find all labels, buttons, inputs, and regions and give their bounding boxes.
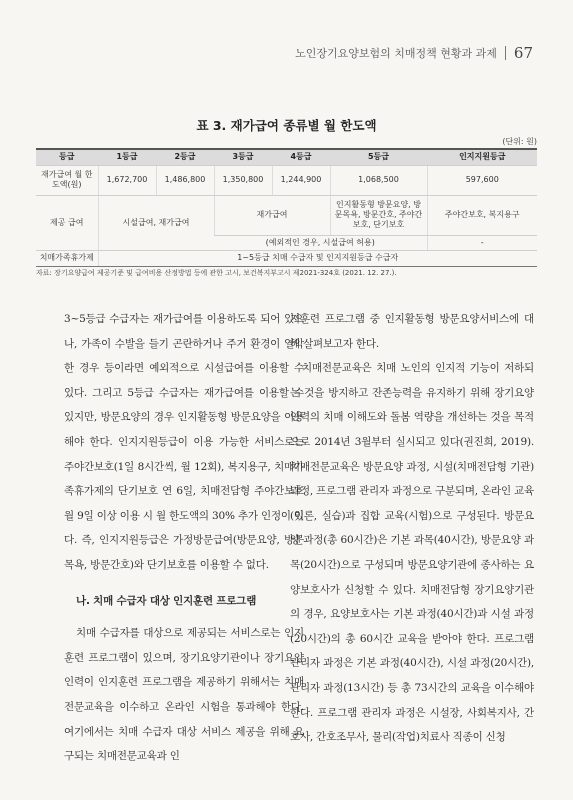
header-grade5: 5등급 [330,149,427,165]
amount-label: 재가급여 월 한도액(원) [36,165,98,195]
section-subheading: 나. 치매 수급자 대상 인지훈련 프로그램 [76,594,257,607]
left-paragraph-2: 치매 수급자를 대상으로 제공되는 서비스로는 인지훈련 프로그램이 있으며, 장기요양기관이나 장기요양 인력이 인지훈련 프로그램을 제공하기 위해서는 치매전문교육을 이수하고 온라인 시험을 통과해야 한다. 여기에서는 치매 수급자 대상 서비스 제공을 위해 요구되는 치매전문교육과 인 [64,627,304,763]
table-row-amount [36,165,537,195]
header-grade3: 3등급 [214,149,272,165]
table-row-respite [36,250,537,266]
service-grade12: 시설급여, 재가급여 [98,195,214,250]
service-cognitive-exception: - [427,235,537,250]
header-grade4: 4등급 [272,149,330,165]
service-cognitive: 주야간보호, 복지용구 [427,195,537,235]
running-header [295,44,533,62]
amount-cognitive: 597,600 [427,165,537,195]
right-paragraph-1: 지훈련 프로그램 중 인지활동형 방문요양서비스에 대해 살펴보고자 한다. [290,313,534,350]
benefit-limit-table [36,148,537,267]
header-cognitive: 인지지원등급 [427,149,537,165]
left-paragraph-1: 3~5등급 수급자는 재가급여를 이용하도록 되어 있으나, 가족이 수발을 들기 곤란하거나 주거 환경이 열악한 경우 등이라면 예외적으로 시설급여를 이용할 수 있다. 그리고 5등급 수급자는 재가급여를 이용할 수 있지만, 방문요양의 경우 인지활동형 방문요양을 이용해야 한다. 인지지원등급이 이용 가능한 서비스로는 주야간보호(1일 8시간씩, 월 12회), 복지용구, 치매가족휴가제의 단기보호 연 6일, 치매전담형 주야간보호 월 9일 이상 이용 시 월 한도액의 30% 추가 인정이 있다. 즉, 인지지원등급은 가정방문급여(방문요양, 방문목욕, 방문간호)와 단기보호를 이용할 수 없다. [64,313,304,571]
right-paragraph-2: 치매전문교육은 치매 노인의 인지적 기능이 저하되는 것을 방지하고 잔존능력을 유지하기 위해 장기요양 인력의 치매 이해도와 돌봄 역량을 개선하는 것을 목적으로 2014년 3월부터 실시되고 있다(권진희, 2019). 치매전문교육은 방문요양 과정, 시설(치매전담형 기관) 과정, 프로그램 관리자 과정으로 구분되며, 온라인 교육(이론, 실습)과 집합 교육(시험)으로 구성된다. 방문요양 과정(총 60시간)은 기본 과목(40시간), 방문요양 과목(20시간)으로 구성되며 방문요양기관에 종사하는 요양보호사가 신청할 수 있다. 치매전담형 장기요양기관의 경우, 요양보호사는 기본 과정(40시간)과 시설 과정(20시간)의 총 60시간 교육을 받아야 한다. 프로그램 관리자 과정은 기본 과정(40시간), 시설 과정(20시간), 관리자 과정(13시간) 등 총 73시간의 교육을 이수해야 한다. 프로그램 관리자 과정은 시설장, 사회복지사, 간호사, 간호조무사, 물리(작업)치료사 직종이 신청 [290,362,534,744]
table-unit: (단위: 원) [502,137,537,146]
amount-grade5: 1,068,500 [330,165,427,195]
service-label: 제공 급여 [36,195,98,250]
left-column [64,307,304,769]
page-number: 67 [513,44,533,62]
amount-grade2: 1,486,800 [156,165,214,195]
table-title: 표 3. 재가급여 종류별 월 한도액 [196,118,377,133]
service-exception: (예외적인 경우, 시설급여 허용) [214,235,427,250]
table-source-note: 자료: 장기요양급여 제공기준 및 급여비용 산정방법 등에 관한 고시, 보건복지부고시 제2021-324호 (2021. 12. 27.). [36,269,397,277]
respite-label: 치매가족휴가제 [36,250,98,266]
service-grade5: 인지활동형 방문요양, 방문목욕, 방문간호, 주야간보호, 단기보호 [330,195,427,235]
header-grade2: 2등급 [156,149,214,165]
amount-grade1: 1,672,700 [98,165,156,195]
amount-grade3: 1,350,800 [214,165,272,195]
amount-grade4: 1,244,900 [272,165,330,195]
running-title: 노인장기요양보험의 치매정책 현황과 과제 [295,47,497,60]
respite-value: 1~5등급 치매 수급자 및 인지지원등급 수급자 [98,250,537,266]
header-grade1: 1등급 [98,149,156,165]
service-grade34: 재가급여 [214,195,330,235]
header-grade: 등급 [36,149,98,165]
table-header-row [36,149,537,165]
header-divider [505,46,506,60]
table-row-service [36,195,537,235]
right-column [290,307,534,750]
